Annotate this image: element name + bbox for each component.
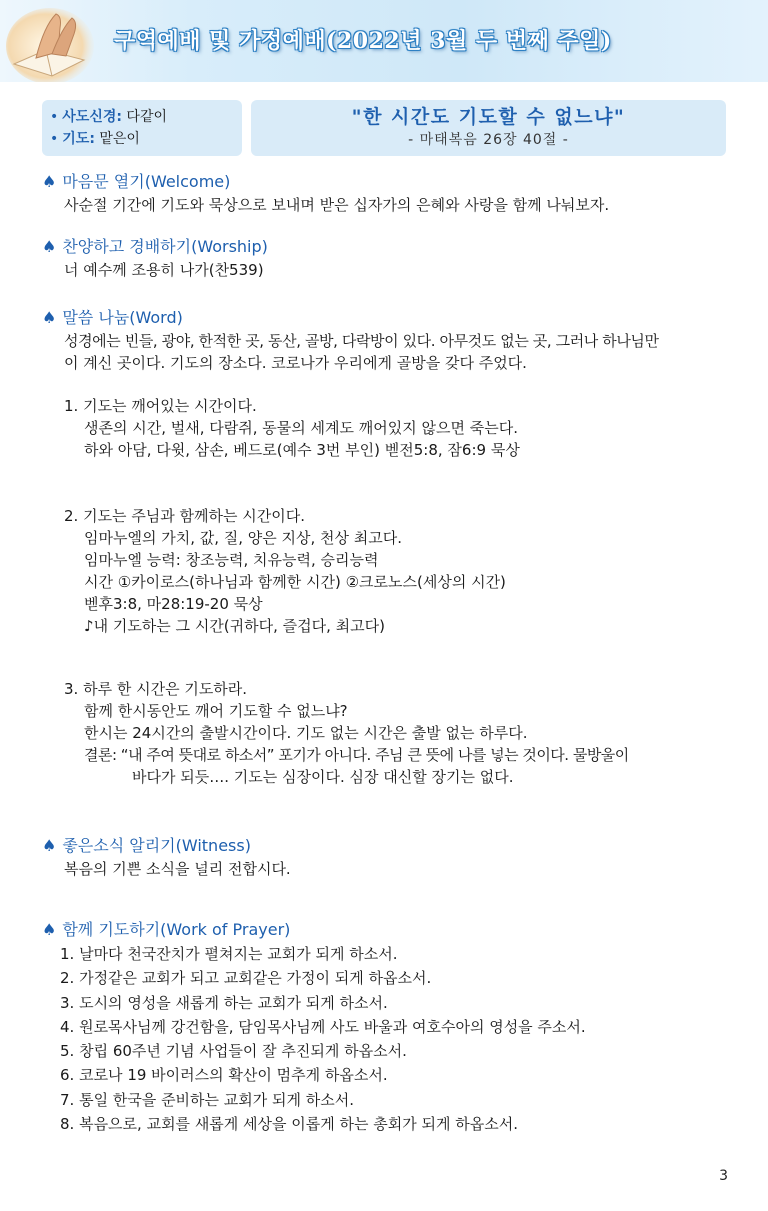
word-intro-line: 이 계신 곳이다. 기도의 장소다. 코로나가 우리에게 골방을 갖다 주었다. (64, 354, 527, 372)
creed-value: 다같이 (126, 109, 167, 125)
witness-section (42, 834, 742, 880)
word-point-3 (42, 678, 742, 788)
page-title: 구역예배 및 가정예배(2022년 3월 두 번째 주일) (114, 28, 612, 54)
scripture-reference: - 마태복음 26장 40절 - (408, 132, 569, 148)
prayer-section (42, 918, 742, 1136)
prayer-item: 7. 통일 한국을 준비하는 교회가 되게 하소서. (60, 1090, 355, 1109)
point-title: 1. 기도는 깨어있는 시간이다. (64, 397, 257, 415)
sermon-theme-box (251, 100, 726, 156)
welcome-section (42, 170, 742, 216)
worship-heading: 찬양하고 경배하기(Worship) (62, 237, 268, 256)
section-heading (42, 170, 742, 194)
spade-icon: ♠ (42, 308, 57, 327)
witness-heading: 좋은소식 알리기(Witness) (62, 836, 251, 855)
point-line: 하와 아담, 다윗, 삼손, 베드로(예수 3번 부인) 벧전5:8, 잠6:9 묵상 (84, 441, 520, 459)
prayer-item: 1. 날마다 천국잔치가 펼쳐지는 교회가 되게 하소서. (60, 945, 398, 963)
prayer-item: 2. 가정같은 교회가 되고 교회같은 가정이 되게 하옵소서. (60, 969, 432, 988)
section-heading (42, 235, 742, 259)
point-line: 바다가 되듯…. 기도는 심장이다. 심장 대신할 장기는 없다. (132, 768, 514, 786)
point-line: ♪내 기도하는 그 시간(귀하다, 즐겁다, 최고다) (84, 617, 385, 635)
bullet-icon: • (50, 131, 59, 147)
word-intro-line: 성경에는 빈들, 광야, 한적한 곳, 동산, 골방, 다락방이 있다. 아무것도 없는 곳, 그러나 하나님만 (64, 332, 659, 350)
spade-icon: ♠ (42, 920, 57, 939)
section-heading (42, 306, 742, 330)
point-line: 함께 한시동안도 깨어 기도할 수 없느냐? (84, 702, 348, 720)
creed-label: 사도신경: (62, 109, 122, 125)
prayer-value: 맡은이 (99, 131, 140, 147)
point-line: 시간 ①카이로스(하나님과 함께한 시간) ②크로노스(세상의 시간) (84, 573, 506, 591)
word-section (42, 306, 742, 374)
point-title: 2. 기도는 주님과 함께하는 시간이다. (64, 507, 306, 525)
point-line: 결론: “내 주여 뜻대로 하소서” 포기가 아니다. 주님 큰 뜻에 나를 넣는 것이다. 물방울이 (84, 746, 629, 764)
bullet-icon: • (50, 109, 59, 125)
prayer-row (50, 128, 242, 150)
point-line: 한시는 24시간의 출발시간이다. 기도 없는 시간은 출발 없는 하루다. (84, 724, 528, 742)
welcome-text: 사순절 기간에 기도와 묵상으로 보내며 받은 십자가의 은혜와 사랑을 함께 나눠보자. (64, 196, 610, 214)
point-line: 벧후3:8, 마28:19-20 묵상 (84, 595, 263, 613)
word-heading: 말씀 나눔(Word) (62, 308, 183, 327)
point-line: 임마누엘의 가치, 값, 질, 양은 지상, 천상 최고다. (84, 529, 403, 547)
point-block (42, 395, 742, 461)
praying-hands-with-bible-icon (6, 6, 106, 82)
spade-icon: ♠ (42, 836, 57, 855)
header-banner (0, 0, 768, 82)
prayer-item: 8. 복음으로, 교회를 새롭게 세상을 이롭게 하는 총회가 되게 하옵소서. (60, 1115, 518, 1134)
word-point-1 (42, 395, 742, 461)
section-heading (42, 918, 742, 942)
page-number: 3 (719, 1168, 728, 1184)
prayer-item: 5. 창립 60주년 기념 사업들이 잘 추진되게 하옵소서. (60, 1042, 407, 1061)
point-block (42, 678, 742, 788)
sermon-title: "한 시간도 기도할 수 없느냐" (351, 106, 626, 128)
worship-section (42, 235, 742, 281)
creed-row (50, 106, 242, 128)
witness-text: 복음의 기쁜 소식을 널리 전합시다. (64, 860, 291, 878)
welcome-heading: 마음문 열기(Welcome) (62, 172, 231, 191)
worship-text: 너 예수께 조용히 나가(찬539) (64, 261, 264, 279)
point-block (42, 505, 742, 637)
order-info-box (42, 100, 242, 156)
prayer-item: 4. 원로목사님께 강건함을, 담임목사님께 사도 바울과 여호수아의 영성을 주소서. (60, 1017, 586, 1036)
section-heading (42, 834, 742, 858)
spade-icon: ♠ (42, 172, 57, 191)
prayer-heading: 함께 기도하기(Work of Prayer) (62, 920, 291, 939)
point-line: 임마누엘 능력: 창조능력, 치유능력, 승리능력 (84, 551, 379, 569)
spade-icon: ♠ (42, 237, 57, 256)
prayer-item: 6. 코로나 19 바이러스의 확산이 멈추게 하옵소서. (60, 1066, 388, 1085)
point-line: 생존의 시간, 벌새, 다람쥐, 동물의 세계도 깨어있지 않으면 죽는다. (84, 419, 518, 437)
prayer-label: 기도: (62, 131, 95, 147)
prayer-item: 3. 도시의 영성을 새롭게 하는 교회가 되게 하소서. (60, 993, 388, 1012)
word-point-2 (42, 505, 742, 637)
point-title: 3. 하루 한 시간은 기도하라. (64, 680, 248, 698)
